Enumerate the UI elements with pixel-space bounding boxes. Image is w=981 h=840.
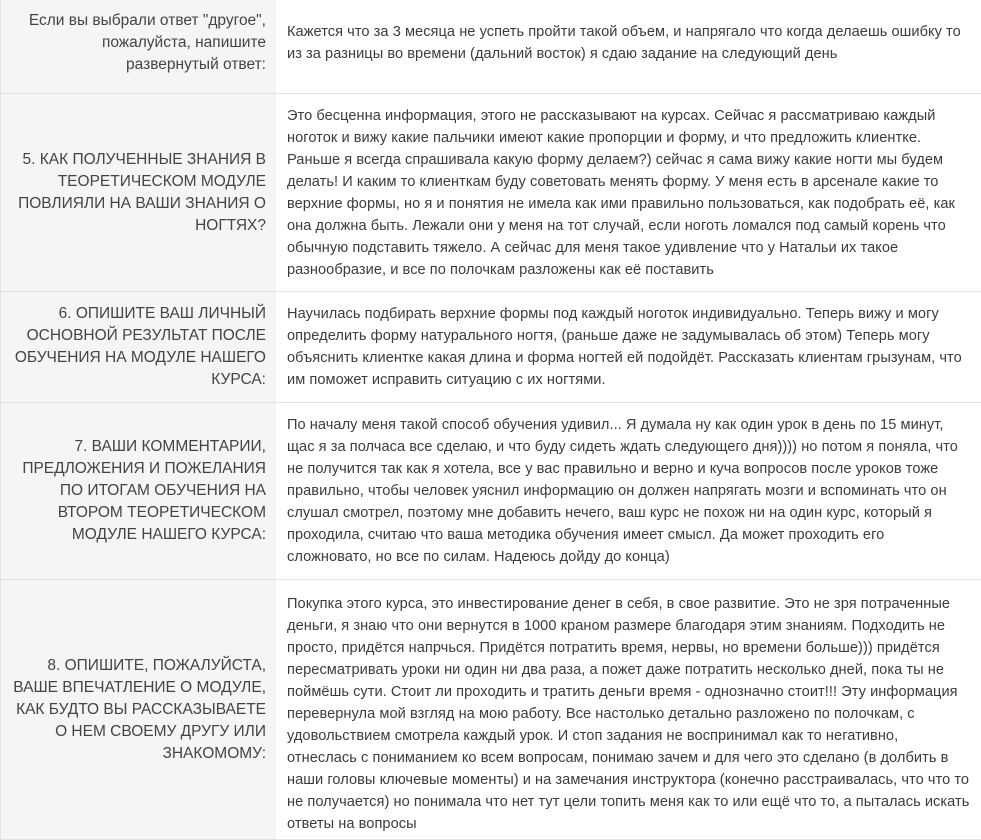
answer-cell <box>276 292 981 402</box>
answer-text: Научилась подбирать верхние формы под каждый ноготок индивидуально. Теперь вижу и могу определить форму натурального ногтя, (раньше даже не задумывалась об этом) Теперь могу объяснить клиентке какая длина и форма ногтей ей подойдёт. Рассказать клиентам грызунам, что им поможет исправить ситуацию с их ногтями. <box>287 306 962 388</box>
question-label <box>1 580 276 839</box>
answer-text: Это бесценна информация, этого не рассказывают на курсах. Сейчас я рассматриваю каждый ноготок и вижу какие пальчики имеют какие пропорции и форму, и что предложить клиентке. Раньше я всегда спрашивала какую форму делаем?) сейчас я сама вижу какие ногти мы будем делать! И каким то клиенткам буду советовать менять форму. У меня есть в арсенале какие то верхние формы, но я и понятия не имела как ими правильно пользоваться, как подобрать её, как она должна быть. Лежали они у меня на тот случай, если ноготь ломался под самый корень что обычную подставить тяжело. А сейчас для меня такое удивление что у Натальи их такое разнообразие, и все по полочкам разложены как её поставить <box>287 107 955 278</box>
table-row <box>1 0 981 94</box>
question-text: 6. ОПИШИТЕ ВАШ ЛИЧНЫЙ ОСНОВНОЙ РЕЗУЛЬТАТ ПОСЛЕ ОБУЧЕНИЯ НА МОДУЛЕ НАШЕГО КУРСА: <box>14 305 266 388</box>
answer-cell <box>276 0 981 93</box>
answer-text: Кажется что за 3 месяца не успеть пройти такой объем, и напрягало что когда делаешь ошибку то из за разницы во времени (дальний восток) я сдаю задание на следующий день <box>287 24 961 62</box>
question-text: 8. ОПИШИТЕ, ПОЖАЛУЙСТА, ВАШЕ ВПЕЧАТЛЕНИЕ О МОДУЛЕ, КАК БУДТО ВЫ РАССКАЗЫВАЕТЕ О НЕМ СВОЕМУ ДРУГУ ИЛИ ЗНАКОМОМУ: <box>13 656 266 762</box>
table-row <box>1 580 981 840</box>
answer-text: Покупка этого курса, это инвестирование денег в себя, в свое развитие. Это не зря потраченные деньги, я знаю что они вернутся в 1000 краном размере благодаря этим знаниям. Подходить не просто, придётся напрчься. Придётся потратить время, нервы, но времени больше))) придётся пересматривать уроки ни один ни два раза, а пожет даже потратить несколько дней, пока ты не поймёшь сути. Стоит ли проходить и тратить деньги время - однозначно стоит!!! Эту информация перевернула мой взгляд на мою работу. Все настолько детально разложено по полочкам, с удовольствием смотрела каждый урок. И стоп задания не воспринимал как то негативно, отнеслась с пониманием ко всем вопросам, понимаю зачем и для чего это сделано (в долбить в наши головы ключевые моменты) и на замечания инструктора (конечно расстраивалась, что что то не получается) но понимала что нет тут цели топить меня как то или ещё что то, а пыталась искать ответы на вопросы <box>287 596 970 832</box>
table-row <box>1 292 981 403</box>
question-label <box>1 0 276 93</box>
question-text: 5. КАК ПОЛУЧЕННЫЕ ЗНАНИЯ В ТЕОРЕТИЧЕСКОМ МОДУЛЕ ПОВЛИЯЛИ НА ВАШИ ЗНАНИЯ О НОГТЯХ? <box>18 150 266 234</box>
question-label <box>1 403 276 579</box>
question-label <box>1 94 276 291</box>
answer-text: По началу меня такой способ обучения удивил... Я думала ну как один урок в день по 15 минут, щас я за полчаса все сделаю, и что буду сидеть ждать следующего дня)))) но потом я поняла, что не получится так как я хотела, все у вас правильно и верно и куча вопросов после уроков тоже правильно, чтобы человек уяснил информацию он должен напрягать мозги и вспоминать что он слушал смотрел, поэтому мне добавить нечего, ваш курс не похож ни на один курс, который я проходила, считаю что ваша методика обучения имеет смысл. Да может проходить его сложновато, но все по силам. Надеюсь дойду до конца) <box>287 417 958 565</box>
question-text: Если вы выбрали ответ "другое", пожалуйста, напишите развернутый ответ: <box>28 12 266 73</box>
answer-cell <box>276 403 981 579</box>
question-text: 7. ВАШИ КОММЕНТАРИИ, ПРЕДЛОЖЕНИЯ И ПОЖЕЛАНИЯ ПО ИТОГАМ ОБУЧЕНИЯ НА ВТОРОМ ТЕОРЕТИЧЕСКОМ МОДУЛЕ НАШЕГО КУРСА: <box>22 438 266 543</box>
answer-cell <box>276 580 981 839</box>
table-row <box>1 94 981 292</box>
answer-cell <box>276 94 981 291</box>
question-label <box>1 292 276 402</box>
table-row <box>1 403 981 580</box>
